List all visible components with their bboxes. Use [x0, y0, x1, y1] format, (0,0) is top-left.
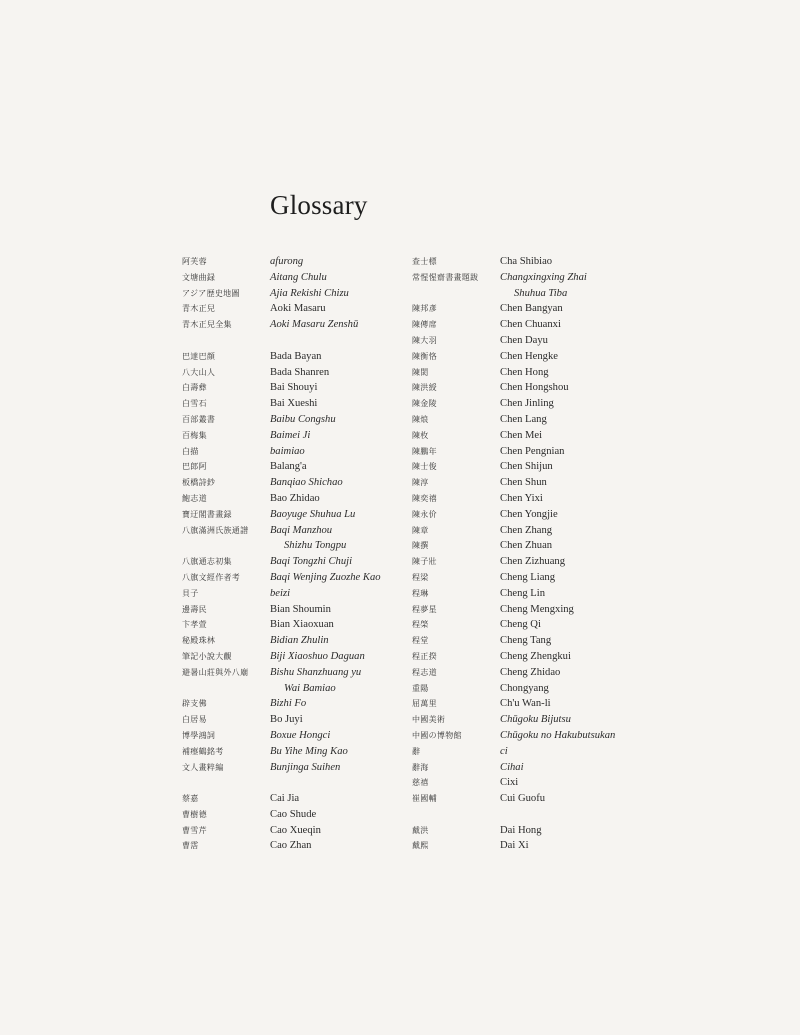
romanized-term: Baibu Congshu: [270, 413, 336, 425]
romanized-term: Balang'a: [270, 461, 307, 473]
romanized-term: Baoyuge Shuhua Lu: [270, 508, 356, 520]
romanized-term: Bada Bayan: [270, 350, 322, 362]
glossary-entry: [412, 538, 615, 554]
romanized-term: Chen Yongjie: [500, 508, 558, 520]
romanized-term: Cao Shude: [270, 808, 317, 820]
glossary-entry: [182, 791, 381, 807]
romanized-term: Bunjinga Suihen: [270, 761, 341, 773]
chinese-term: 陳奕禧: [412, 493, 437, 503]
romanized-term: Boxue Hongci: [270, 729, 331, 741]
romanized-term: Cheng Zhidao: [500, 666, 561, 678]
chinese-term: 巴達巴顔: [182, 351, 216, 361]
chinese-term: 八旗通志初集: [182, 557, 232, 567]
chinese-term: 崔國輔: [412, 794, 437, 804]
glossary-entry: [412, 412, 615, 428]
chinese-term: 陳金陵: [412, 399, 437, 409]
chinese-term: 陳士俊: [412, 462, 437, 472]
romanized-term: Chen Pengnian: [500, 445, 565, 457]
chinese-term: 程琳: [412, 588, 429, 598]
glossary-entry: [412, 444, 615, 460]
glossary-entry: [412, 507, 615, 523]
glossary-entry: [182, 254, 381, 270]
glossary-entry: [412, 791, 615, 807]
romanized-term: afurong: [270, 256, 304, 267]
chinese-term: 常惺惺齋書畫題跋: [412, 272, 479, 282]
romanized-term: Banqiao Shichao: [270, 477, 343, 489]
glossary-entry: [182, 728, 381, 744]
chinese-term: 陳閎: [412, 367, 429, 377]
glossary-entry: [182, 807, 381, 823]
romanized-term: Chen Yixi: [500, 492, 543, 504]
romanized-term: Bai Shouyi: [270, 382, 318, 394]
glossary-entry: [182, 838, 381, 854]
glossary-entry: [412, 712, 615, 728]
romanized-term: Chen Hong: [500, 366, 549, 378]
romanized-term: Cheng Tang: [500, 635, 552, 647]
romanized-term: Chen Zizhuang: [500, 556, 566, 568]
glossary-entry: [182, 412, 381, 428]
glossary-right-column: [412, 254, 615, 854]
romanized-term: Bai Xueshi: [270, 398, 318, 410]
glossary-entry: [182, 349, 381, 365]
glossary-entry: [412, 380, 615, 396]
chinese-term: 程堂: [412, 636, 429, 646]
page-title: Glossary: [270, 190, 368, 220]
glossary-entry: [412, 633, 615, 649]
romanized-term: Baqi Tongzhi Chuji: [270, 556, 353, 568]
glossary-entry: [182, 301, 381, 317]
chinese-term: 程志道: [412, 667, 437, 677]
glossary-entry: [412, 491, 615, 507]
chinese-term: 補瘞鶴銘考: [182, 746, 224, 756]
romanized-term: Chen Zhuan: [500, 540, 553, 552]
chinese-term: 陳烺: [412, 414, 429, 424]
chinese-term: 辟支佛: [182, 699, 207, 709]
romanized-term: Chen Zhang: [500, 524, 553, 536]
romanized-term: Chūgoku no Hakubutsukan: [500, 729, 616, 741]
chinese-term: 青木正兒: [182, 304, 216, 314]
chinese-term: [182, 681, 270, 697]
chinese-term: 程正揆: [412, 651, 437, 661]
glossary-entry: [182, 633, 381, 649]
romanized-term: Chen Mei: [500, 429, 543, 441]
chinese-term: 慈禧: [412, 778, 429, 788]
chinese-term: 白壽彝: [182, 383, 207, 393]
glossary-entry: [412, 838, 615, 854]
glossary-entry: [412, 649, 615, 665]
chinese-term: アジア歴史地圖: [182, 288, 240, 298]
romanized-term: Bishu Shanzhuang yu: [270, 666, 362, 678]
chinese-term: 陳鵬年: [412, 446, 437, 456]
chinese-term: 邊壽民: [182, 604, 207, 614]
glossary-entry: [182, 554, 381, 570]
romanized-term: Bian Xiaoxuan: [270, 619, 334, 631]
glossary-entry: [412, 365, 615, 381]
romanized-term: Ajia Rekishi Chizu: [270, 287, 349, 299]
glossary-entry: [182, 586, 381, 602]
romanized-term: Dai Xi: [500, 840, 529, 852]
chinese-term: 避暑山莊與外八廟: [182, 667, 249, 677]
glossary-entry: [182, 396, 381, 412]
chinese-term: [412, 286, 500, 302]
glossary-entry: [182, 380, 381, 396]
chinese-term: [182, 538, 270, 554]
romanized-term: Bian Shoumin: [270, 603, 331, 615]
chinese-term: 寶迂閣書畫録: [182, 509, 232, 519]
chinese-term: 陳枚: [412, 430, 429, 440]
glossary-entry: [412, 696, 615, 712]
chinese-term: 戴熙: [412, 841, 429, 851]
chinese-term: 曹霑: [182, 841, 199, 851]
glossary-entry: [412, 301, 615, 317]
chinese-term: 鮑志道: [182, 493, 207, 503]
chinese-term: 卞孝萱: [182, 620, 207, 630]
glossary-entry: [412, 254, 615, 270]
romanized-term: Dai Hong: [500, 824, 542, 836]
glossary-entry: [412, 744, 615, 760]
romanized-term: Cheng Liang: [500, 571, 556, 583]
glossary-entry: [182, 428, 381, 444]
section-gap: [182, 775, 381, 791]
chinese-term: 巴郎阿: [182, 462, 207, 472]
romanized-term: Wai Bamiao: [284, 682, 336, 694]
chinese-term: 陳衡恪: [412, 351, 437, 361]
chinese-term: 曹雪芹: [182, 825, 207, 835]
romanized-term: Cheng Mengxing: [500, 603, 574, 615]
glossary-entry: [182, 444, 381, 460]
chinese-term: 百部叢書: [182, 414, 216, 424]
chinese-term: 白描: [182, 446, 199, 456]
romanized-term: Shizhu Tongpu: [284, 540, 347, 552]
romanized-term: Bada Shanren: [270, 366, 330, 378]
romanized-term: Chongyang: [500, 682, 549, 694]
romanized-term: Chen Shijun: [500, 461, 553, 473]
chinese-term: 筆記小說大觀: [182, 651, 232, 661]
romanized-term: Changxingxing Zhai: [500, 271, 587, 283]
glossary-entry: [412, 760, 615, 776]
glossary-entry: [412, 570, 615, 586]
chinese-term: 程梁: [412, 572, 429, 582]
romanized-term: Cheng Lin: [500, 587, 546, 599]
chinese-term: 博學鴻詞: [182, 730, 216, 740]
chinese-term: 白居易: [182, 715, 207, 725]
chinese-term: 重陽: [412, 683, 429, 693]
chinese-term: 蔡嘉: [182, 794, 199, 804]
romanized-term: beizi: [270, 587, 291, 599]
glossary-entry: [182, 459, 381, 475]
romanized-term: Cihai: [500, 761, 524, 773]
glossary-entry: [182, 270, 381, 286]
romanized-term: Chen Jinling: [500, 398, 554, 410]
glossary-entry: [412, 681, 615, 697]
romanized-term: Bidian Zhulin: [270, 635, 329, 647]
chinese-term: 陳子壯: [412, 557, 437, 567]
chinese-term: 辭海: [412, 762, 429, 772]
glossary-entry: [412, 823, 615, 839]
glossary-left-column: [182, 254, 381, 854]
glossary-entry: [182, 681, 381, 697]
chinese-term: 程夢星: [412, 604, 437, 614]
romanized-term: Chen Hongshou: [500, 382, 569, 394]
glossary-entry: [412, 586, 615, 602]
glossary-entry: [412, 333, 615, 349]
romanized-term: Chen Dayu: [500, 334, 548, 346]
chinese-term: 戴洪: [412, 825, 429, 835]
glossary-entry: [182, 507, 381, 523]
glossary-entry: [412, 317, 615, 333]
romanized-term: Cui Guofu: [500, 793, 546, 805]
glossary-entry: [412, 459, 615, 475]
chinese-term: 秘殿珠林: [182, 636, 216, 646]
glossary-entry: [182, 538, 381, 554]
glossary-entry: [182, 570, 381, 586]
glossary-entry: [182, 602, 381, 618]
romanized-term: Cai Jia: [270, 793, 300, 805]
chinese-term: 中國の博物館: [412, 730, 462, 740]
glossary-entry: [182, 523, 381, 539]
glossary-entry: [412, 428, 615, 444]
glossary-entry: [182, 286, 381, 302]
romanized-term: Cheng Qi: [500, 619, 541, 631]
chinese-term: 辭: [412, 746, 421, 756]
romanized-term: Chen Bangyan: [500, 303, 563, 315]
glossary-entry: [412, 286, 615, 302]
chinese-term: 阿芙蓉: [182, 257, 207, 266]
section-gap: [182, 333, 381, 349]
glossary-entry: [412, 728, 615, 744]
glossary-entry: [182, 823, 381, 839]
romanized-term: Bizhi Fo: [270, 698, 307, 710]
chinese-term: 陳撰: [412, 541, 429, 551]
glossary-entry: [412, 523, 615, 539]
glossary-entry: [182, 744, 381, 760]
chinese-term: 曹樹德: [182, 809, 207, 819]
romanized-term: Chen Shun: [500, 477, 547, 489]
glossary-entry: [182, 649, 381, 665]
romanized-term: Aoki Masaru: [270, 303, 326, 315]
glossary-entry: [182, 491, 381, 507]
chinese-term: 陳大羽: [412, 335, 437, 345]
glossary-entry: [412, 270, 615, 286]
chinese-term: 陳洪綬: [412, 383, 437, 393]
romanized-term: Bo Juyi: [270, 714, 303, 726]
glossary-entry: [182, 365, 381, 381]
glossary-entry: [182, 475, 381, 491]
romanized-term: Chūgoku Bijutsu: [500, 714, 571, 726]
romanized-term: Baimei Ji: [270, 429, 311, 441]
romanized-term: Baqi Manzhou: [270, 524, 333, 536]
section-gap: [412, 807, 615, 823]
glossary-entry: [412, 617, 615, 633]
romanized-term: Cao Xueqin: [270, 824, 321, 836]
romanized-term: Chen Hengke: [500, 350, 558, 362]
romanized-term: Cixi: [500, 777, 519, 789]
chinese-term: 陳永价: [412, 509, 437, 519]
romanized-term: Aitang Chulu: [270, 271, 327, 283]
chinese-term: 白雪石: [182, 399, 207, 409]
chinese-term: 文塘曲録: [182, 272, 216, 282]
romanized-term: ci: [500, 745, 508, 757]
glossary-entry: [412, 665, 615, 681]
chinese-term: 八旗文經作者考: [182, 572, 241, 582]
chinese-term: 程棨: [412, 620, 429, 630]
romanized-term: Biji Xiaoshuo Daguan: [270, 650, 365, 662]
romanized-term: Bu Yihe Ming Kao: [270, 745, 348, 757]
glossary-entry: [182, 617, 381, 633]
glossary-entry: [182, 317, 381, 333]
romanized-term: Cha Shibiao: [500, 256, 553, 267]
romanized-term: Shuhua Tiba: [514, 287, 568, 299]
glossary-entry: [182, 760, 381, 776]
romanized-term: Cao Zhan: [270, 840, 312, 852]
chinese-term: 中國美術: [412, 715, 446, 725]
romanized-term: Baqi Wenjing Zuozhe Kao: [270, 571, 381, 583]
chinese-term: 百梅集: [182, 430, 207, 440]
romanized-term: baimiao: [270, 445, 305, 457]
chinese-term: 陳邦彥: [412, 304, 437, 314]
romanized-term: Bao Zhidao: [270, 492, 320, 504]
chinese-term: 查士標: [412, 257, 437, 266]
glossary-entry: [412, 602, 615, 618]
glossary-entry: [412, 349, 615, 365]
chinese-term: 陳章: [412, 525, 429, 535]
chinese-term: 陳淳: [412, 478, 429, 488]
romanized-term: Chen Chuanxi: [500, 319, 561, 331]
chinese-term: 陳傳席: [412, 320, 437, 330]
glossary-entry: [412, 396, 615, 412]
glossary-entry: [412, 775, 615, 791]
glossary-entry: [182, 665, 381, 681]
glossary-entry: [412, 475, 615, 491]
glossary-entry: [182, 696, 381, 712]
romanized-term: Aoki Masaru Zenshū: [270, 319, 359, 331]
chinese-term: 貝子: [182, 588, 199, 598]
chinese-term: 八大山人: [182, 367, 216, 377]
chinese-term: 文人畫粹編: [182, 762, 224, 772]
chinese-term: 青木正兒全集: [182, 320, 232, 330]
chinese-term: 板橋詩鈔: [182, 478, 216, 488]
romanized-term: Chen Lang: [500, 413, 547, 425]
romanized-term: Cheng Zhengkui: [500, 650, 571, 662]
chinese-term: 屈萬里: [412, 699, 437, 709]
glossary-entry: [182, 712, 381, 728]
glossary-entry: [412, 554, 615, 570]
chinese-term: 八旗滿洲氏族通譜: [182, 525, 249, 535]
romanized-term: Ch'u Wan-li: [500, 698, 551, 710]
